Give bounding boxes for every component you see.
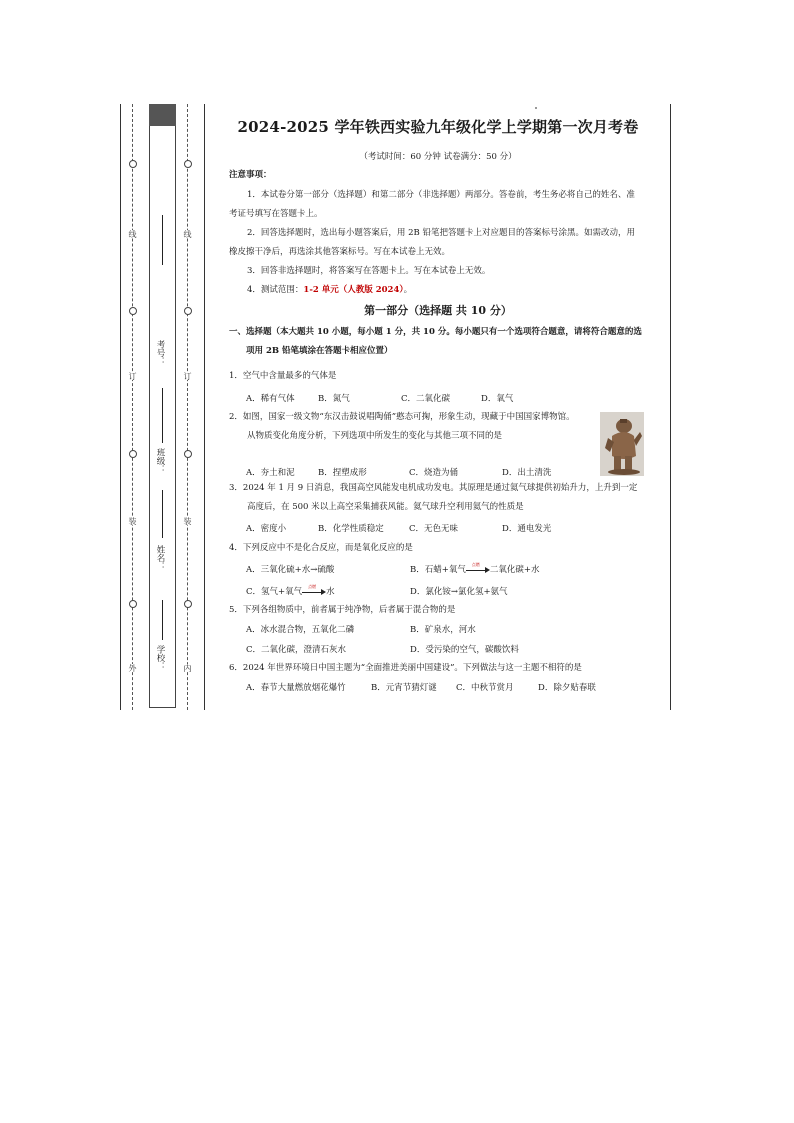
q3-option-d[interactable]: D．通电发光: [502, 524, 552, 534]
exam-number-line[interactable]: [162, 215, 163, 265]
inner-dashed-line: [187, 104, 188, 710]
pottery-figurine-image: [600, 412, 644, 476]
binding-box-header: [149, 104, 176, 126]
class-label: 班级：: [155, 448, 165, 474]
q4-option-c[interactable]: [246, 585, 335, 597]
q3-option-b[interactable]: B．化学性质稳定: [318, 524, 384, 534]
question-3-stem-cont: 高度后，在 500 米以上高空采集捕获风能。氦气球升空利用氦气的性质是: [247, 502, 524, 512]
ignite-condition: 点燃: [308, 583, 317, 589]
q4-b-products: 二氧化碳+水: [489, 565, 540, 575]
notes-heading: 注意事项：: [229, 170, 272, 180]
note-2: 2．回答选择题时，选出每小题答案后，用 2B 铅笔把答题卡上对应题目的答案标号涂黑。如需改动，用: [247, 228, 635, 238]
note-4-suffix: 。: [403, 285, 413, 295]
outer-solid-line: [120, 104, 121, 710]
question-2-stem-cont: 从物质变化角度分析，下列选项中所发生的变化与其他三项不同的是: [247, 431, 503, 441]
page-left-border: [204, 104, 205, 710]
question-1-stem: 1．空气中含量最多的气体是: [229, 371, 337, 381]
exam-title: 2024-2025 学年铁西实验九年级化学上学期第一次月考卷: [237, 118, 639, 136]
section-title: 第一部分（选择题 共 10 分）: [364, 304, 512, 317]
q6-option-d[interactable]: D．除夕贴春联: [538, 683, 596, 693]
binding-hole: [129, 600, 137, 608]
binding-char-outer: 订: [128, 372, 137, 380]
pottery-figurine-drawing: [600, 412, 644, 476]
binding-hole: [184, 160, 192, 168]
binding-hole: [184, 307, 192, 315]
note-1-cont: 考证号填写在答题卡上。: [229, 209, 323, 219]
name-line[interactable]: [162, 490, 163, 538]
school-label: 学校：: [155, 645, 165, 671]
q3-option-a[interactable]: A．密度小: [246, 524, 287, 534]
binding-hole: [184, 600, 192, 608]
page-right-border: [670, 104, 671, 710]
scan-dot: [535, 107, 537, 109]
name-label: 姓名：: [155, 545, 165, 571]
outer-dashed-line: [132, 104, 133, 710]
q4-option-b[interactable]: [410, 563, 540, 575]
section-instructions: 一、选择题（本大题共 10 小题，每小题 1 分，共 10 分。每小题只有一个选项符合题意，请将符合题意的选: [229, 327, 642, 337]
question-4-stem: 4．下列反应中不是化合反应，而是氧化反应的是: [229, 543, 413, 553]
test-range: 1-2 单元（人教版 2024）: [303, 285, 404, 295]
q5-option-a[interactable]: A．冰水混合物，五氧化二磷: [246, 625, 355, 635]
reaction-arrow-icon: [302, 583, 326, 596]
q6-option-a[interactable]: A．春节大量燃放烟花爆竹: [246, 683, 346, 693]
question-2-stem: 2．如图，国家一级文物“东汉击鼓说唱陶俑”憨态可掬，形象生动，现藏于中国国家博物馆。: [229, 412, 575, 422]
binding-char-outer: 外: [128, 664, 137, 672]
question-5-stem: 5．下列各组物质中，前者属于纯净物，后者属于混合物的是: [229, 605, 456, 615]
ignite-condition: 点燃: [471, 561, 480, 567]
exam-subtitle: （考试时间：60 分钟 试卷满分：50 分）: [359, 152, 517, 162]
q5-option-c[interactable]: C．二氧化碳，澄清石灰水: [246, 645, 347, 655]
q6-option-c[interactable]: C．中秋节赏月: [456, 683, 514, 693]
q2-option-c[interactable]: C．烧造为俑: [409, 468, 459, 478]
q2-option-d[interactable]: D．出土清洗: [502, 468, 552, 478]
q3-option-c[interactable]: C．无色无味: [409, 524, 459, 534]
binding-char-outer: 装: [128, 517, 137, 525]
q1-option-d[interactable]: D．氧气: [481, 394, 514, 404]
class-line[interactable]: [162, 388, 163, 443]
question-3-stem: 3．2024 年 1 月 9 日消息，我国高空风能发电机成功发电。其原理是通过氦气球提供初始升力，上升到一定: [229, 483, 638, 493]
binding-char-inner: 装: [183, 517, 192, 525]
q4-c-reactants: C．氢气+氧气: [246, 587, 303, 597]
q4-option-a[interactable]: A．三氧化硫+水→硫酸: [246, 565, 335, 575]
exam-number-label: 考号：: [155, 340, 165, 366]
note-4-prefix: 4．测试范围：: [247, 285, 304, 295]
note-2-cont: 橡皮擦干净后，再选涂其他答案标号。写在本试卷上无效。: [229, 247, 451, 257]
q4-option-d[interactable]: D．氯化铵→氯化氢+氨气: [410, 587, 508, 597]
binding-char-inner: 内: [183, 664, 192, 672]
q6-option-b[interactable]: B．元宵节猜灯谜: [371, 683, 437, 693]
q1-option-c[interactable]: C．二氧化碳: [401, 394, 451, 404]
q2-option-b[interactable]: B．捏塑成形: [318, 468, 367, 478]
binding-char-inner: 线: [183, 230, 192, 238]
q1-option-b[interactable]: B．氮气: [318, 394, 350, 404]
q2-option-a[interactable]: A．夯土和泥: [246, 468, 295, 478]
q4-b-reactants: B．石蜡+氧气: [410, 565, 466, 575]
q1-option-a[interactable]: A．稀有气体: [246, 394, 295, 404]
binding-hole: [184, 450, 192, 458]
binding-hole: [129, 160, 137, 168]
q5-option-d[interactable]: D．受污染的空气，碳酸饮料: [410, 645, 519, 655]
q5-option-b[interactable]: B．矿泉水，河水: [410, 625, 476, 635]
binding-char-outer: 线: [128, 230, 137, 238]
note-3: 3．回答非选择题时，将答案写在答题卡上。写在本试卷上无效。: [247, 266, 491, 276]
note-4: [247, 284, 412, 296]
school-line[interactable]: [162, 600, 163, 640]
binding-char-inner: 订: [183, 372, 192, 380]
q4-c-products: 水: [326, 587, 335, 597]
note-1: 1．本试卷分第一部分（选择题）和第二部分（非选择题）两部分。答卷前，考生务必将自己的姓名、准: [247, 190, 635, 200]
binding-hole: [129, 450, 137, 458]
question-6-stem: 6．2024 年世界环境日中国主题为“全面推进美丽中国建设”。下列做法与这一主题不相符的是: [229, 663, 582, 673]
reaction-arrow-icon: [466, 561, 490, 574]
section-instructions-cont: 项用 2B 铅笔填涂在答题卡相应位置）: [246, 346, 393, 356]
binding-hole: [129, 307, 137, 315]
